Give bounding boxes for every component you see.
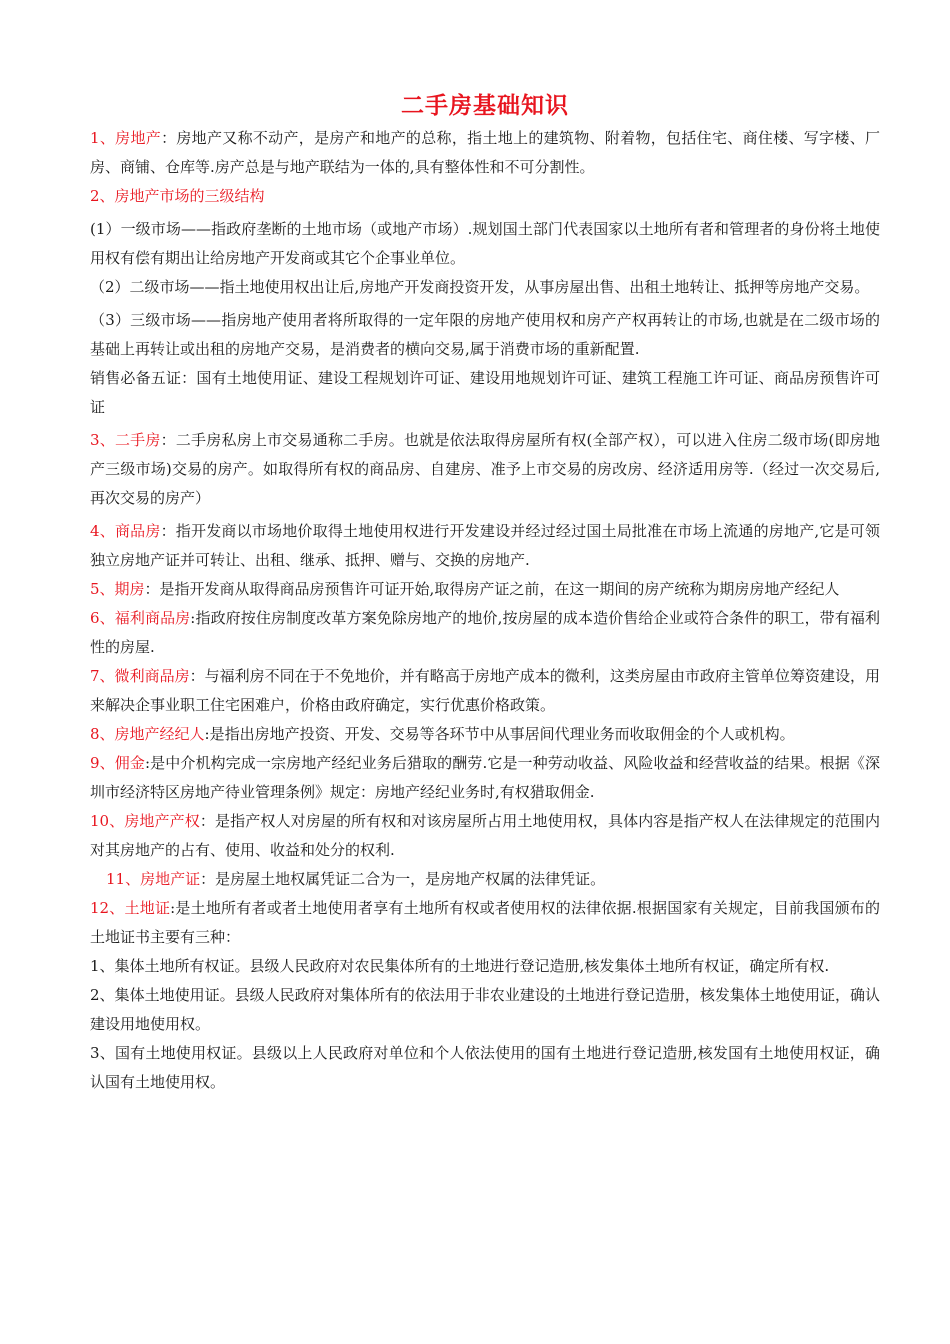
paragraph-collective-land-use	[90, 981, 880, 1039]
term-body: (1）一级市场——指政府垄断的土地市场（或地产市场）.规划国土部门代表国家以土地所有者和管理者的身份将土地使用权有偿有期出让给房地产开发商或其它个企事业单位。	[90, 220, 880, 267]
paragraph-low-profit-house	[90, 662, 880, 720]
term-heading: 9、佣金	[90, 754, 145, 772]
term-body: ：指开发商以市场地价取得土地使用权进行开发建设并经过经过国土局批准在市场上流通的房地产,它是可领独立房地产证并可转让、出租、继承、抵押、赠与、交换的房地产.	[90, 522, 880, 569]
paragraph-collective-land-ownership	[90, 952, 880, 981]
term-heading: 12、土地证	[90, 899, 171, 917]
paragraph-five-certificates	[90, 364, 880, 422]
term-body: 销售必备五证：国有土地使用证、建设工程规划许可证、建设用地规划许可证、建筑工程施工许可证、商品房预售许可证	[90, 369, 880, 416]
paragraph-secondary-market	[90, 273, 880, 302]
term-body: :是土地所有者或者土地使用者享有土地所有权或者使用权的法律依据.根据国家有关规定，目前我国颁布的土地证书主要有三种：	[90, 899, 880, 946]
term-heading: 4、商品房	[90, 522, 161, 540]
paragraph-land-certificate	[90, 894, 880, 952]
paragraph-second-hand-house	[90, 426, 880, 513]
paragraph-tertiary-market	[90, 306, 880, 364]
term-body: （2）二级市场——指土地使用权出让后,房地产开发商投资开发，从事房屋出售、出租土地转让、抵押等房地产交易。	[90, 278, 870, 296]
term-body: ：房地产又称不动产，是房产和地产的总称，指土地上的建筑物、附着物，包括住宅、商住楼、写字楼、厂房、商铺、仓库等.房产总是与地产联结为一体的,具有整体性和不可分割性。	[90, 129, 880, 176]
term-heading: 8、房地产经纪人	[90, 725, 205, 743]
paragraph-property-certificate	[90, 865, 880, 894]
term-body: ：是房屋土地权属凭证二合为一，是房地产权属的法律凭证。	[200, 870, 606, 888]
paragraph-property-right	[90, 807, 880, 865]
term-body: :指政府按住房制度改革方案免除房地产的地价,按房屋的成本造价售给企业或符合条件的职工，带有福利性的房屋.	[90, 609, 881, 656]
paragraph-real-estate-agent	[90, 720, 880, 749]
term-body: 3、国有土地使用权证。县级以上人民政府对单位和个人依法使用的国有土地进行登记造册,核发国有土地使用权证，确认国有土地使用权。	[90, 1044, 880, 1091]
paragraph-market-structure	[90, 182, 880, 211]
paragraph-primary-market	[90, 215, 880, 273]
term-body: ：是指开发商从取得商品房预售许可证开始,取得房产证之前，在这一期间的房产统称为期房房地产经纪人	[144, 580, 840, 598]
term-body: :是指出房地产投资、开发、交易等各环节中从事居间代理业务而收取佣金的个人或机构。	[204, 725, 795, 743]
document-page	[90, 88, 880, 1097]
term-body: ：与福利房不同在于不免地价，并有略高于房地产成本的微利，这类房屋由市政府主管单位筹资建设，用来解决企事业职工住宅困难户，价格由政府确定，实行优惠价格政策。	[90, 667, 880, 714]
term-heading: 2、房地产市场的三级结构	[90, 187, 265, 205]
term-heading: 11、房地产证	[106, 870, 201, 888]
term-heading: 10、房地产产权	[90, 812, 200, 830]
term-heading: 6、福利商品房	[90, 609, 191, 627]
term-body: ：二手房私房上市交易通称二手房。也就是依法取得房屋所有权(全部产权），可以进入住房二级市场(即房地产三级市场)交易的房产。如取得所有权的商品房、自建房、准予上市交易的房改房、经济适用房等.（经过一次交易后,再次交易的房产）	[90, 431, 880, 507]
term-heading: 3、二手房	[90, 431, 161, 449]
term-heading: 5、期房	[90, 580, 145, 598]
paragraph-commercial-house	[90, 517, 880, 575]
document-title: 二手房基础知识	[401, 93, 569, 119]
paragraph-state-land-use	[90, 1039, 880, 1097]
paragraph-off-plan-house	[90, 575, 880, 604]
term-body: 2、集体土地使用证。县级人民政府对集体所有的依法用于非农业建设的土地进行登记造册，核发集体土地使用证，确认建设用地使用权。	[90, 986, 880, 1033]
term-heading: 1、房地产	[90, 129, 162, 147]
paragraph-commission	[90, 749, 880, 807]
term-heading: 7、微利商品房	[90, 667, 190, 685]
term-body: :是中介机构完成一宗房地产经纪业务后猎取的酬劳.它是一种劳动收益、风险收益和经营收益的结果。根据《深圳市经济特区房地产待业管理条例》规定：房地产经纪业务时,有权猎取佣金.	[90, 754, 880, 801]
paragraph-real-estate	[90, 124, 880, 182]
term-body: （3）三级市场——指房地产使用者将所取得的一定年限的房地产使用权和房产产权再转让的市场,也就是在二级市场的基础上再转让或出租的房地产交易，是消费者的横向交易,属于消费市场的重新配置.	[90, 311, 880, 358]
paragraph-welfare-house	[90, 604, 880, 662]
term-body: ：是指产权人对房屋的所有权和对该房屋所占用土地使用权，具体内容是指产权人在法律规定的范围内对其房地产的占有、使用、收益和处分的权利.	[90, 812, 880, 859]
term-body: 1、集体土地所有权证。县级人民政府对农民集体所有的土地进行登记造册,核发集体土地所有权证，确定所有权.	[90, 957, 830, 975]
